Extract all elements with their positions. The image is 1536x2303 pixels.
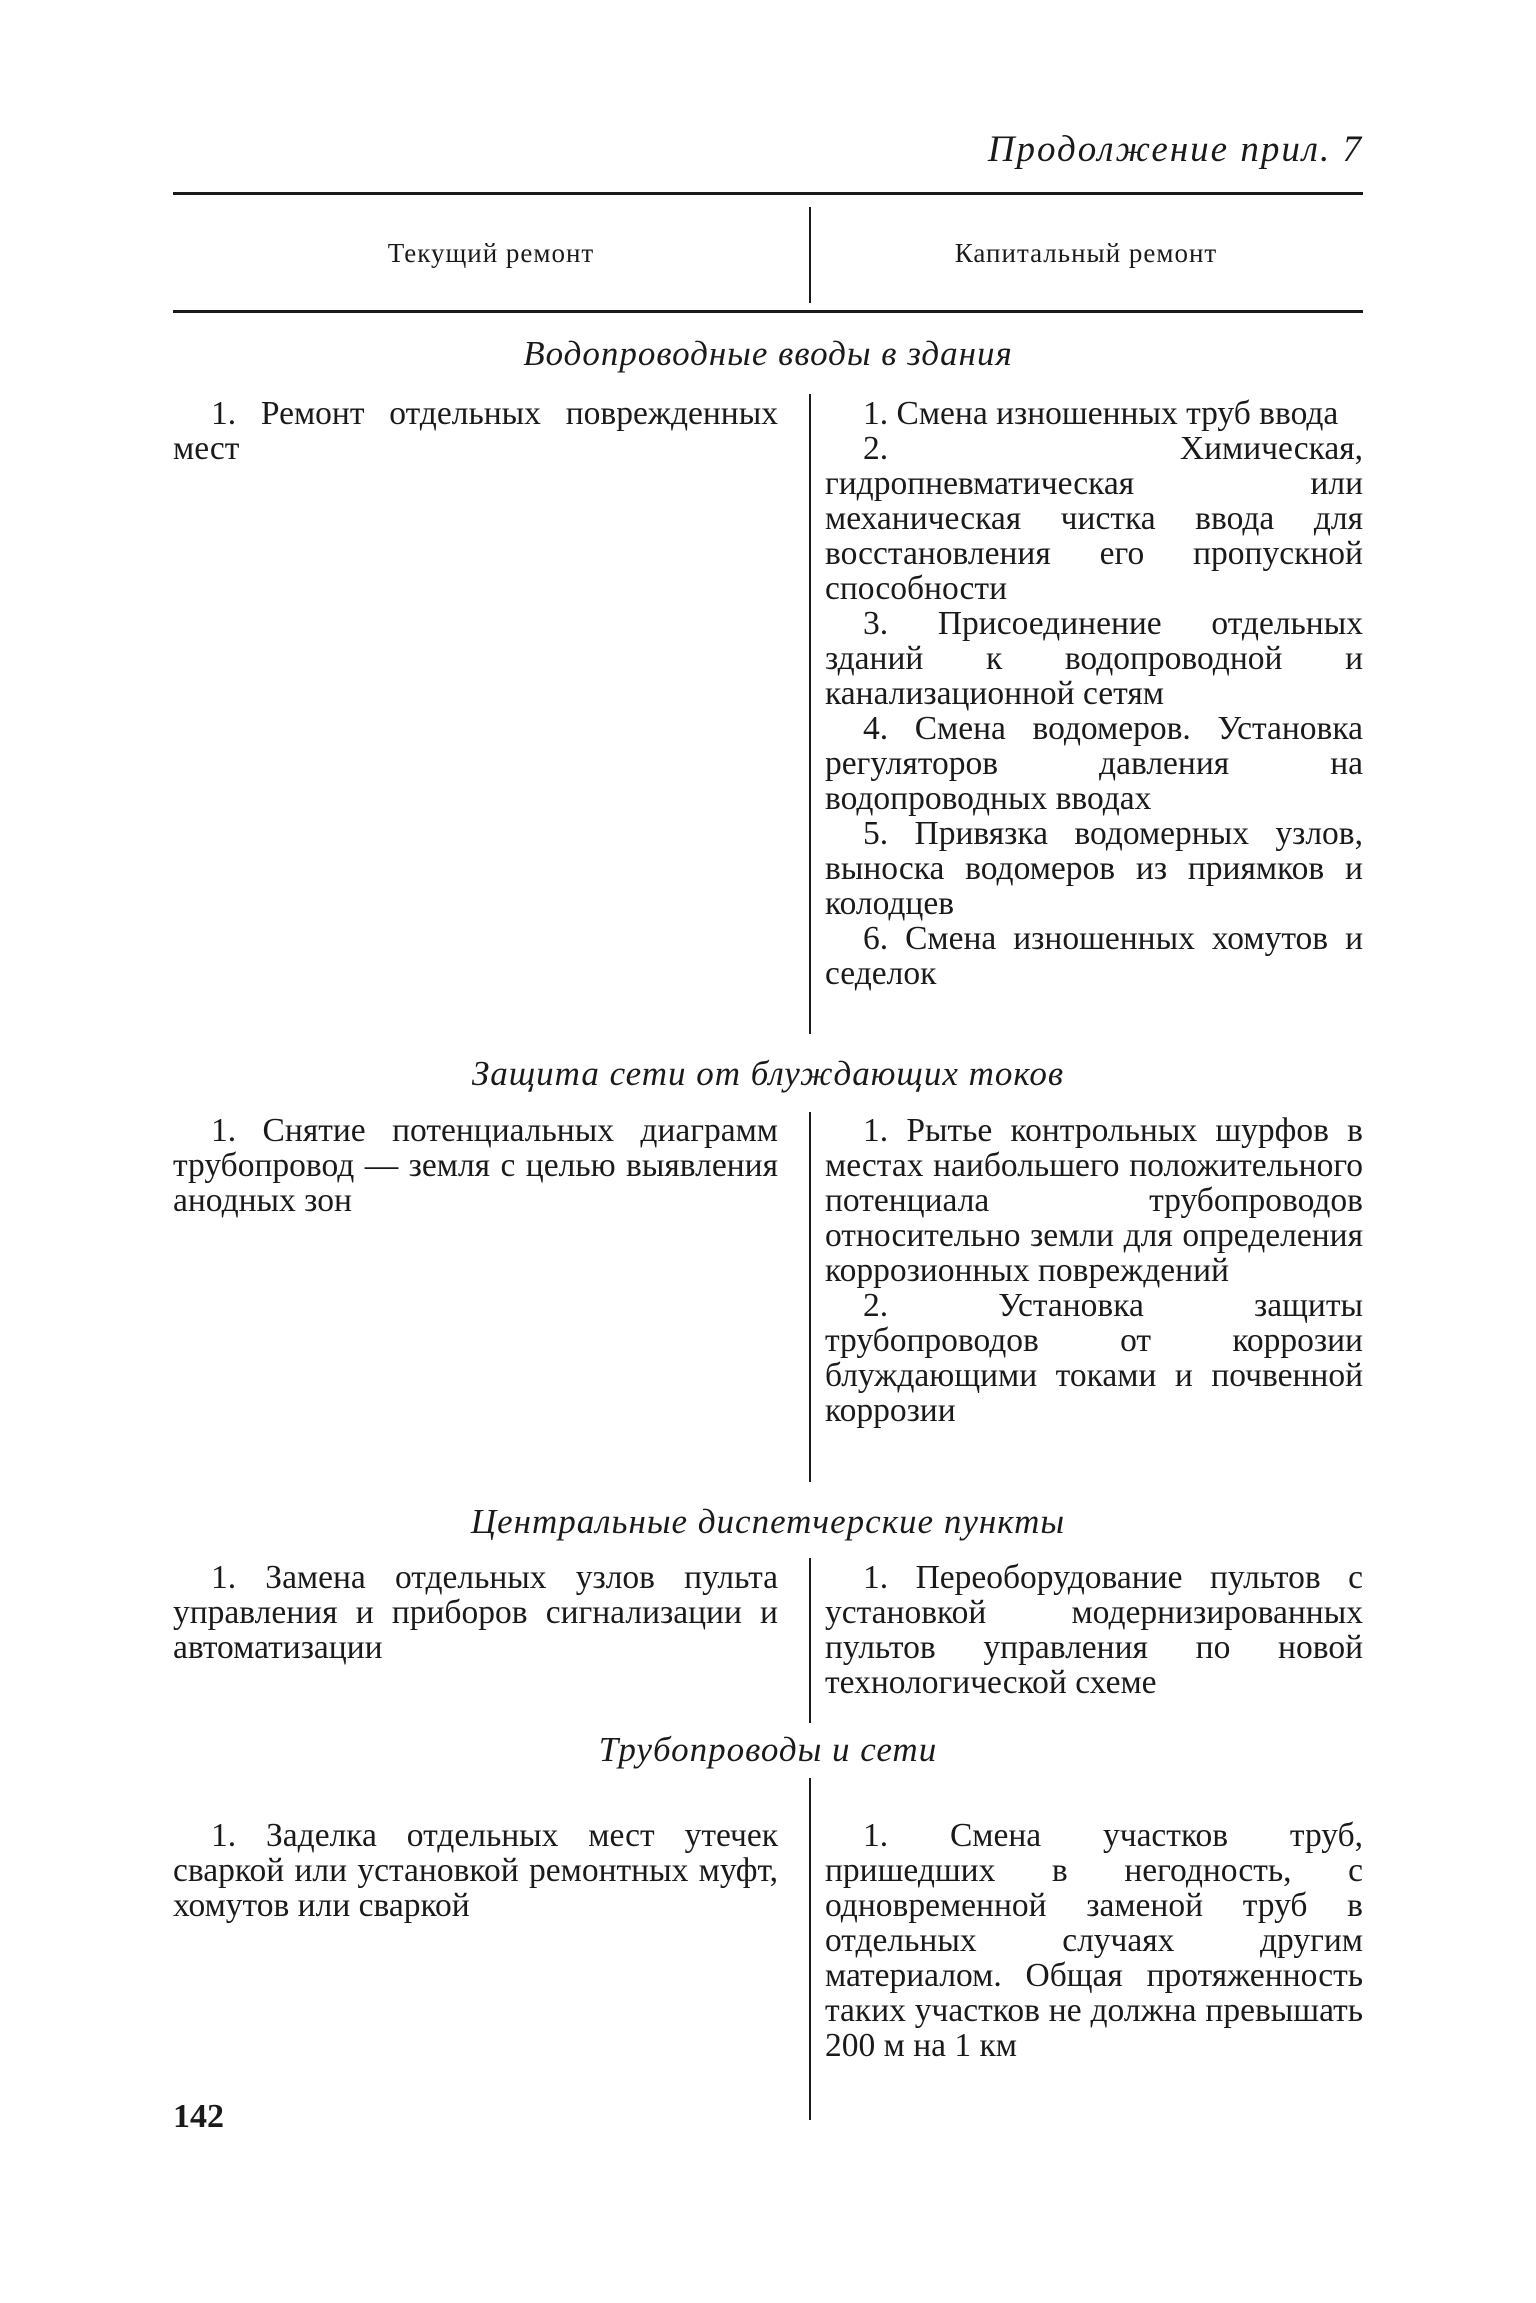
list-item: 3. Присоединение отдельных зданий к водопроводной и канализационной сетям	[825, 605, 1363, 712]
list-item: 1. Ремонт отдельных поврежденных мест	[173, 395, 778, 467]
column-header-current-repair: Текущий ремонт	[387, 238, 595, 268]
table-header-rule	[173, 310, 1363, 313]
list-item: 1. Смена участков труб, пришедших в негодность, с одновременной заменой труб в отдельных случаях другим материалом. Общая протяженность таких участков не должна превышать 200 м на 1 км	[825, 1817, 1363, 2064]
list-item: 1. Рытье контрольных шурфов в местах наибольшего положительного потенциала трубопроводов относительно земли для определения коррозионных повреждений	[825, 1112, 1363, 1289]
list-item: 2. Химическая, гидропневматическая или механическая чистка ввода для восстановления его пропускной способности	[825, 430, 1363, 607]
section-title-pipelines: Трубопроводы и сети	[598, 1730, 938, 1769]
page-number: 142	[173, 2098, 224, 2135]
column-header-capital-repair: Капитальный ремонт	[954, 238, 1218, 268]
column-divider	[809, 1558, 811, 1723]
section-dispatch-centers-current	[173, 1560, 778, 1665]
section-stray-currents-capital	[825, 1113, 1363, 1428]
section-title-dispatch-centers: Центральные диспетчерские пункты	[470, 1502, 1066, 1541]
column-divider	[809, 1112, 811, 1482]
section-stray-currents-current	[173, 1113, 778, 1218]
list-item: 2. Установка защиты трубопроводов от коррозии блуждающими токами и почвенной коррозии	[825, 1287, 1363, 1429]
running-head: Продолжение прил. 7	[987, 129, 1363, 170]
list-item: 1. Смена изношенных труб ввода	[863, 395, 1339, 432]
column-divider	[809, 394, 811, 1034]
list-item: 1. Переоборудование пультов с установкой модернизированных пультов управления по новой технологической схеме	[825, 1559, 1363, 1701]
table-top-rule	[173, 192, 1363, 195]
list-item: 5. Привязка водомерных узлов, выноска водомеров из приямков и колодцев	[825, 815, 1363, 922]
list-item: 6. Смена изношенных хомутов и седелок	[825, 920, 1363, 992]
column-divider	[809, 1778, 811, 2120]
document-page	[173, 0, 1363, 2303]
list-item: 1. Заделка отдельных мест утечек сваркой или установкой ремонтных муфт, хомутов или сваркой	[173, 1817, 778, 1924]
list-item: 1. Снятие потенциальных диаграмм трубопровод — земля с целью выявления анодных зон	[173, 1112, 778, 1219]
section-pipelines-current	[173, 1818, 778, 1923]
section-title-stray-currents: Защита сети от блуждающих токов	[471, 1054, 1065, 1093]
section-water-inlets-capital	[825, 396, 1363, 991]
section-dispatch-centers-capital	[825, 1560, 1363, 1700]
section-title-water-inlets: Водопроводные вводы в здания	[523, 334, 1013, 373]
list-item: 4. Смена водомеров. Установка регуляторов давления на водопроводных вводах	[825, 710, 1363, 817]
section-pipelines-capital	[825, 1818, 1363, 2063]
list-item: 1. Замена отдельных узлов пульта управления и приборов сигнализации и автоматизации	[173, 1559, 778, 1666]
section-water-inlets-current	[173, 396, 778, 466]
